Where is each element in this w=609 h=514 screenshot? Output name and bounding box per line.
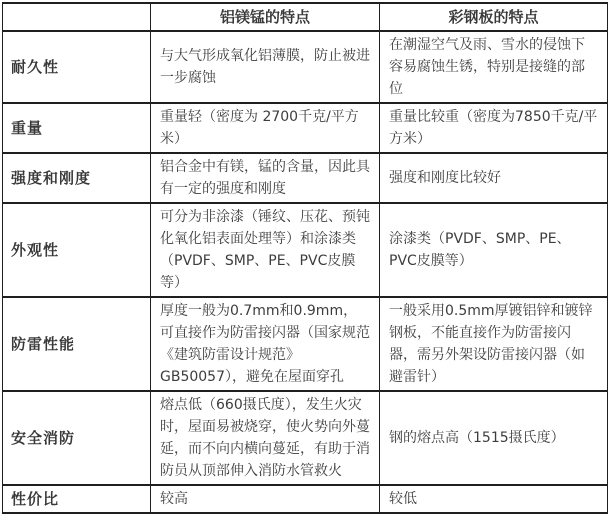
comparison-table [2,2,608,514]
header-empty-cell [3,3,151,31]
cell-steel: 一般采用0.5mm厚镀铝锌和镀锌钢板，不能直接作为防雷接闪器，需另外架设防雷接闪器（如避雷针） [380,297,608,391]
cell-steel: 较低 [380,485,608,513]
cell-almg: 与大气形成氧化铝薄膜，防止被进一步腐蚀 [151,31,380,103]
row-label: 强度和刚度 [3,153,151,203]
cell-almg: 重量轻（密度为 2700千克/平方米） [151,103,380,153]
table-row-lightning [3,297,608,391]
cell-steel: 钢的熔点高（1515摄氏度） [380,391,608,485]
table-row-appearance [3,203,608,297]
row-label: 性价比 [3,485,151,513]
table-row-fire-safety [3,391,608,485]
header-row [3,3,608,31]
cell-almg: 较高 [151,485,380,513]
table-row-weight [3,103,608,153]
table-row-durability [3,31,608,103]
cell-steel: 强度和刚度比较好 [380,153,608,203]
row-label: 安全消防 [3,391,151,485]
row-label: 防雷性能 [3,297,151,391]
header-steel-column: 彩钢板的特点 [380,3,608,31]
cell-almg: 可分为非涂漆（锤纹、压花、预钝化氧化铝表面处理等）和涂漆类（PVDF、SMP、PE、PVC皮膜等） [151,203,380,297]
cell-almg: 厚度一般为0.7mm和0.9mm，可直接作为防雷接闪器（国家规范《建筑防雷设计规范》GB50057），避免在屋面穿孔 [151,297,380,391]
cell-steel: 涂漆类（PVDF、SMP、PE、PVC皮膜等） [380,203,608,297]
row-label: 外观性 [3,203,151,297]
header-almg-column: 铝镁锰的特点 [151,3,380,31]
cell-almg: 铝合金中有镁，锰的含量，因此具有一定的强度和刚度 [151,153,380,203]
row-label: 耐久性 [3,31,151,103]
row-label: 重量 [3,103,151,153]
table-row-cost-performance [3,485,608,513]
table-row-strength [3,153,608,203]
cell-steel: 在潮湿空气及雨、雪水的侵蚀下容易腐蚀生锈，特别是接缝的部位 [380,31,608,103]
cell-almg: 熔点低（660摄氏度），发生火灾时，屋面易被烧穿，使火势向外蔓延，而不向内横向蔓延，有助于消防员从顶部伸入消防水管救火 [151,391,380,485]
cell-steel: 重量比较重（密度为7850千克/平方米） [380,103,608,153]
